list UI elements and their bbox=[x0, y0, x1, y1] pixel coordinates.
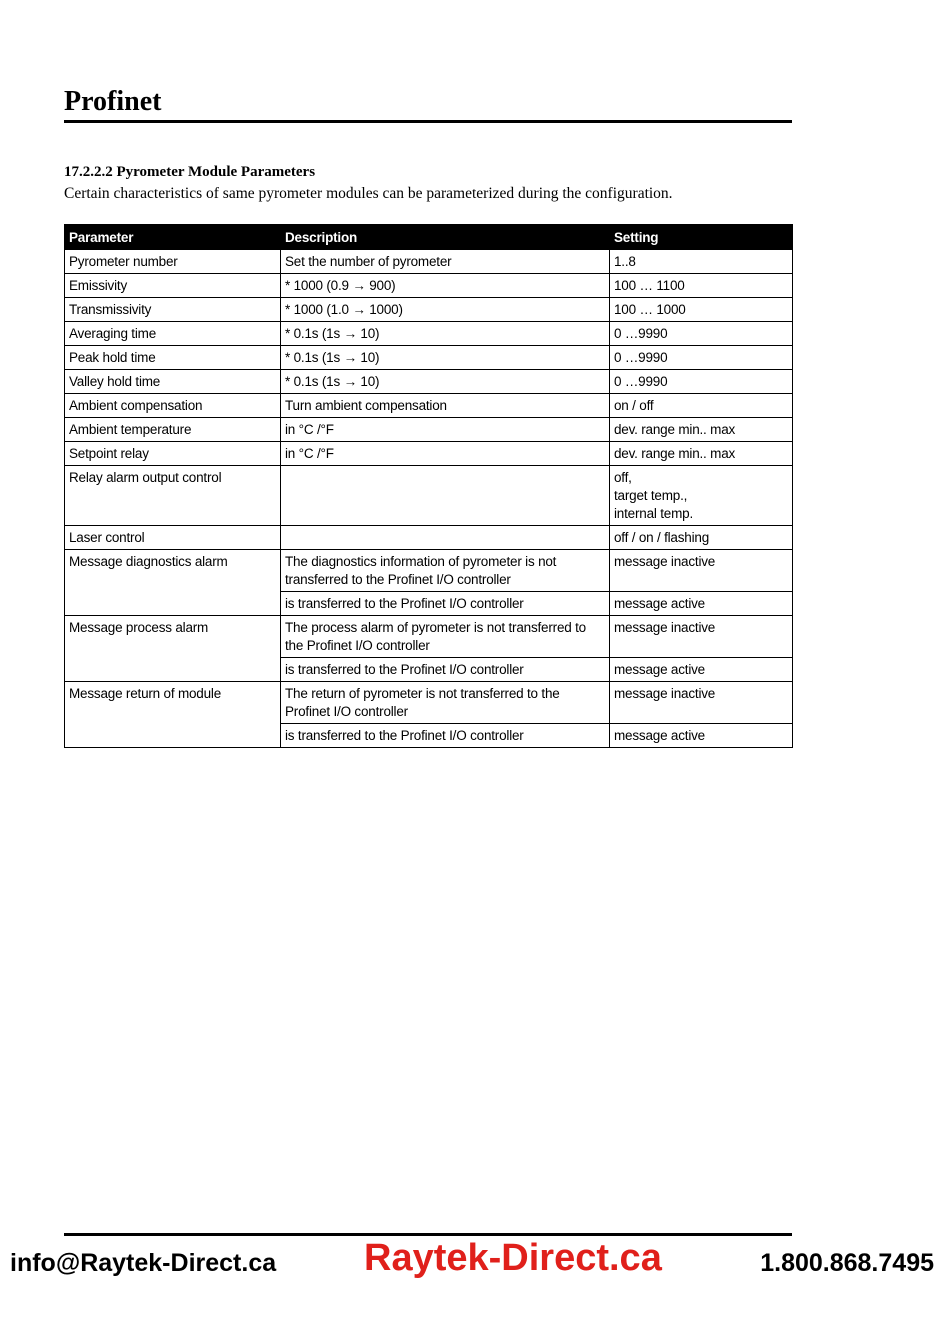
footer-email: info@Raytek-Direct.ca bbox=[10, 1249, 277, 1277]
table-row bbox=[65, 418, 793, 442]
description-cell: is transferred to the Profinet I/O controller bbox=[281, 724, 610, 748]
table-row bbox=[65, 274, 793, 298]
setting-cell: 1..8 bbox=[610, 250, 793, 274]
parameter-cell: Message process alarm bbox=[65, 616, 281, 682]
parameter-cell: Message diagnostics alarm bbox=[65, 550, 281, 616]
description-cell: in °C /°F bbox=[281, 442, 610, 466]
description-cell: * 0.1s (1s → 10) bbox=[281, 322, 610, 346]
setting-cell: message active bbox=[610, 658, 793, 682]
table-row bbox=[65, 250, 793, 274]
parameters-table bbox=[64, 224, 793, 748]
setting-cell: off / on / flashing bbox=[610, 526, 793, 550]
table-row bbox=[65, 394, 793, 418]
description-cell: is transferred to the Profinet I/O controller bbox=[281, 592, 610, 616]
parameter-cell: Ambient temperature bbox=[65, 418, 281, 442]
table-header-row bbox=[65, 225, 793, 250]
page-title: Profinet bbox=[64, 86, 162, 117]
description-cell: is transferred to the Profinet I/O controller bbox=[281, 658, 610, 682]
description-cell: The diagnostics information of pyrometer is not transferred to the Profinet I/O controller bbox=[281, 550, 610, 592]
table-row bbox=[65, 370, 793, 394]
setting-cell: dev. range min.. max bbox=[610, 418, 793, 442]
setting-cell: message inactive bbox=[610, 682, 793, 724]
table-row bbox=[65, 442, 793, 466]
description-cell: Set the number of pyrometer bbox=[281, 250, 610, 274]
table-row bbox=[65, 346, 793, 370]
table-row bbox=[65, 466, 793, 526]
header-description: Description bbox=[281, 225, 610, 250]
table-row bbox=[65, 682, 793, 724]
description-cell: in °C /°F bbox=[281, 418, 610, 442]
description-cell: The process alarm of pyrometer is not transferred to the Profinet I/O controller bbox=[281, 616, 610, 658]
parameter-cell: Valley hold time bbox=[65, 370, 281, 394]
setting-cell: message inactive bbox=[610, 550, 793, 592]
setting-cell: off, target temp., internal temp. bbox=[610, 466, 793, 526]
setting-cell: on / off bbox=[610, 394, 793, 418]
description-cell: * 0.1s (1s → 10) bbox=[281, 370, 610, 394]
setting-cell: 100 … 1100 bbox=[610, 274, 793, 298]
description-cell: Turn ambient compensation bbox=[281, 394, 610, 418]
description-cell: * 0.1s (1s → 10) bbox=[281, 346, 610, 370]
setting-cell: 0 …9990 bbox=[610, 370, 793, 394]
setting-cell: dev. range min.. max bbox=[610, 442, 793, 466]
description-cell bbox=[281, 526, 610, 550]
description-cell bbox=[281, 466, 610, 526]
parameter-cell: Pyrometer number bbox=[65, 250, 281, 274]
section-intro: Certain characteristics of same pyrometer modules can be parameterized during the configuration. bbox=[64, 185, 673, 202]
footer-phone: 1.800.868.7495 bbox=[760, 1249, 934, 1277]
parameter-cell: Relay alarm output control bbox=[65, 466, 281, 526]
parameter-cell: Message return of module bbox=[65, 682, 281, 748]
footer-brand: Raytek-Direct.ca bbox=[364, 1237, 662, 1279]
setting-cell: message active bbox=[610, 592, 793, 616]
setting-cell: message inactive bbox=[610, 616, 793, 658]
parameter-cell: Laser control bbox=[65, 526, 281, 550]
description-cell: The return of pyrometer is not transferred to the Profinet I/O controller bbox=[281, 682, 610, 724]
table-row bbox=[65, 616, 793, 658]
parameter-cell: Averaging time bbox=[65, 322, 281, 346]
setting-cell: 0 …9990 bbox=[610, 346, 793, 370]
title-divider bbox=[64, 120, 792, 123]
table-row bbox=[65, 550, 793, 592]
parameter-cell: Emissivity bbox=[65, 274, 281, 298]
setting-cell: 100 … 1000 bbox=[610, 298, 793, 322]
table-row bbox=[65, 322, 793, 346]
header-setting: Setting bbox=[610, 225, 793, 250]
parameter-cell: Setpoint relay bbox=[65, 442, 281, 466]
parameter-cell: Transmissivity bbox=[65, 298, 281, 322]
parameter-cell: Ambient compensation bbox=[65, 394, 281, 418]
table-row bbox=[65, 298, 793, 322]
description-cell: * 1000 (1.0 → 1000) bbox=[281, 298, 610, 322]
section-heading: 17.2.2.2 Pyrometer Module Parameters bbox=[64, 164, 316, 180]
setting-cell: message active bbox=[610, 724, 793, 748]
table-row bbox=[65, 526, 793, 550]
parameter-cell: Peak hold time bbox=[65, 346, 281, 370]
description-cell: * 1000 (0.9 → 900) bbox=[281, 274, 610, 298]
setting-cell: 0 …9990 bbox=[610, 322, 793, 346]
header-parameter: Parameter bbox=[65, 225, 281, 250]
